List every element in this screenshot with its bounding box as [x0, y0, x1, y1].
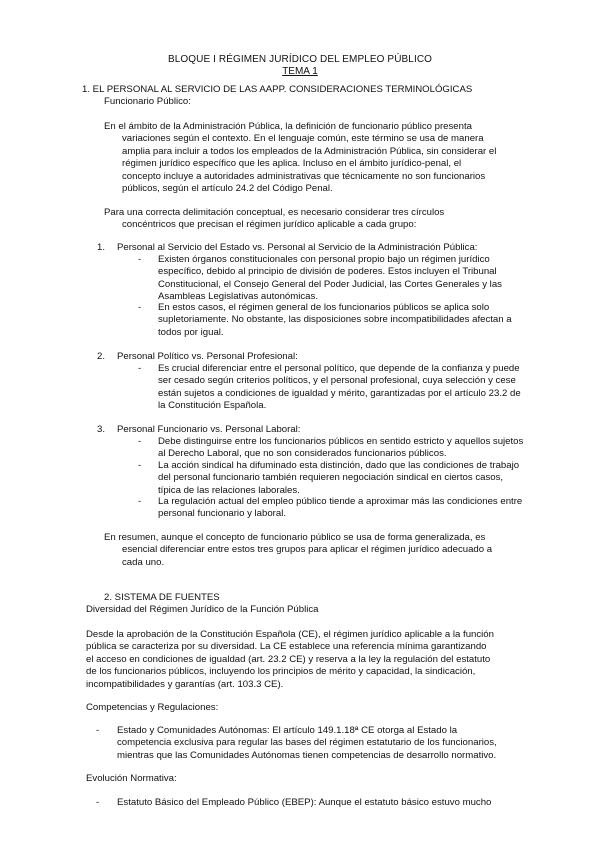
evolucion-heading: Evolución Normativa:	[86, 773, 177, 784]
competencias-bullet	[117, 725, 497, 762]
section1-intro-line: régimen jurídico específico que les aplica. Incluso en el ámbito jurídico-penal, el	[122, 158, 462, 170]
bullet-line: supletoriamente. No obstante, las disposiciones sobre incompatibilidades afectan a	[158, 314, 512, 326]
item3-bullet1	[158, 436, 523, 461]
bullet-line: Asambleas Legislativas autonómicas.	[158, 291, 318, 303]
bullet-line: Existen órganos constitucionales con personal propio bajo un régimen jurídico	[158, 254, 490, 265]
bullet-line: La regulación actual del empleo público tiende a aproximar más las condiciones entre	[158, 496, 523, 507]
item3-bullet3	[158, 496, 522, 521]
item3-title: Personal Funcionario vs. Personal Laboral:	[117, 424, 301, 435]
section1-intro-line: concepto incluye a autoridades administrativas que técnicamente no son funcionarios	[122, 170, 486, 182]
bullet-line: al Derecho Laboral, que no son considerados funcionarios públicos.	[158, 448, 447, 460]
item1-bullet1	[158, 254, 502, 304]
competencias-heading: Competencias y Regulaciones:	[86, 702, 219, 713]
section2-intro	[86, 629, 494, 691]
document-title: BLOQUE I RÉGIMEN JURÍDICO DEL EMPLEO PÚBLICO	[167, 54, 433, 65]
section1-intro-line: públicos, según el artículo 24.2 del Código Penal.	[122, 183, 333, 195]
summary-line: cada uno.	[122, 556, 165, 568]
item1-bullet2	[158, 302, 512, 339]
bullet-line: personal funcionario y laboral.	[158, 508, 286, 520]
bullet-line: del personal funcionario también requieren negociación sindical en ciertos casos,	[158, 472, 504, 484]
bullet-dash: -	[96, 725, 100, 736]
item2-bullet1	[158, 363, 521, 413]
section2-heading: 2. SISTEMA DE FUENTES	[104, 592, 220, 603]
section2-intro-line: incompatibilidades y garantías (art. 103.3 CE).	[86, 678, 284, 690]
item1-title: Personal al Servicio del Estado vs. Personal al Servicio de la Administración Pública:	[117, 242, 478, 253]
summary-line: En resumen, aunque el concepto de funcionario público se usa de forma generalizada, es	[104, 532, 486, 543]
bullet-dash: -	[138, 436, 142, 447]
document-subtitle: TEMA 1	[282, 66, 318, 77]
section1-heading: 1. EL PERSONAL AL SERVICIO DE LAS AAPP. CONSIDERACIONES TERMINOLÓGICAS	[82, 84, 473, 95]
bullet-line: Debe distinguirse entre los funcionarios públicos en sentido estricto y aquellos sujetos	[158, 436, 524, 447]
section1-intro-line: amplia para incluir a todos los empleados de la Administración Pública, sin considerar el	[122, 145, 497, 157]
section1-intro-line: variaciones según el contexto. En el lenguaje común, este término se usa de manera	[122, 133, 484, 145]
section1-summary	[104, 532, 492, 569]
bullet-dash: -	[138, 254, 142, 265]
section2-intro-line: pública se caracteriza por su diversidad. La CE establece una referencia mínima garantizando	[86, 641, 487, 653]
item1-number: 1.	[97, 242, 106, 253]
item2-number: 2.	[97, 351, 106, 362]
bullet-dash: -	[96, 797, 100, 808]
section1-intro	[104, 121, 496, 195]
bullet-line: específico, debido al principio de división de poderes. Estos incluyen el Tribunal	[158, 266, 497, 278]
bullet-line: ser cesado según criterios políticos, y el personal profesional, cuya selección y cese	[158, 375, 516, 387]
section1-intro-line: En el ámbito de la Administración Pública, la definición de funcionario público presenta	[104, 121, 472, 132]
section1-circles-line: Para una correcta delimitación conceptual, es necesario considerar tres círculos	[104, 207, 445, 218]
section1-subheading: Funcionario Público:	[104, 96, 191, 107]
bullet-line: la Constitución Española.	[158, 400, 267, 412]
bullet-line: En estos casos, el régimen general de los funcionarios públicos se aplica solo	[158, 302, 490, 313]
item2-title: Personal Político vs. Personal Profesional:	[117, 351, 298, 362]
bullet-dash: -	[138, 460, 142, 471]
bullet-line: Es crucial diferenciar entre el personal político, que depende de la confianza y puede	[158, 363, 520, 374]
section2-subheading: Diversidad del Régimen Jurídico de la Función Pública	[86, 604, 319, 615]
summary-line: esencial diferenciar entre estos tres grupos para aplicar el régimen jurídico adecuado a	[122, 544, 493, 556]
bullet-line: mientras que las Comunidades Autónomas tienen competencias de desarrollo normativo.	[117, 749, 497, 761]
item3-number: 3.	[97, 424, 106, 435]
bullet-line: Estatuto Básico del Empleado Público (EBEP): Aunque el estatuto básico estuvo mucho	[117, 797, 492, 808]
bullet-dash: -	[138, 496, 142, 507]
bullet-dash: -	[138, 363, 142, 374]
bullet-line: típica de las relaciones laborales.	[158, 484, 300, 496]
bullet-line: están sujetos a condiciones de igualdad y mérito, garantizadas por el artículo 23.2 de	[158, 387, 521, 399]
section2-intro-line: de los funcionarios públicos, incluyendo los principios de mérito y capacidad, la sindicación,	[86, 666, 476, 678]
section1-circles-line: concéntricos que precisan el régimen jurídico aplicable a cada grupo:	[122, 219, 417, 231]
bullet-line: competencia exclusiva para regular las bases del régimen estatutario de los funcionarios,	[117, 737, 497, 749]
bullet-line: Estado y Comunidades Autónomas: El artículo 149.1.18ª CE otorga al Estado la	[117, 725, 458, 736]
section2-intro-line: Desde la aprobación de la Constitución Española (CE), el régimen jurídico aplicable a la función	[86, 629, 494, 640]
evolucion-bullet	[117, 797, 491, 809]
bullet-line: La acción sindical ha difuminado esta distinción, dado que las condiciones de trabajo	[158, 460, 520, 471]
bullet-dash: -	[138, 302, 142, 313]
bullet-line: todos por igual.	[158, 326, 224, 338]
section1-circles	[104, 207, 444, 232]
section2-intro-line: el acceso en condiciones de igualdad (art. 23.2 CE) y reserva a la ley la regulación del estatuto	[86, 653, 491, 665]
bullet-line: Constitucional, el Consejo General del Poder Judicial, las Cortes Generales y las	[158, 278, 502, 290]
item3-bullet2	[158, 460, 519, 497]
